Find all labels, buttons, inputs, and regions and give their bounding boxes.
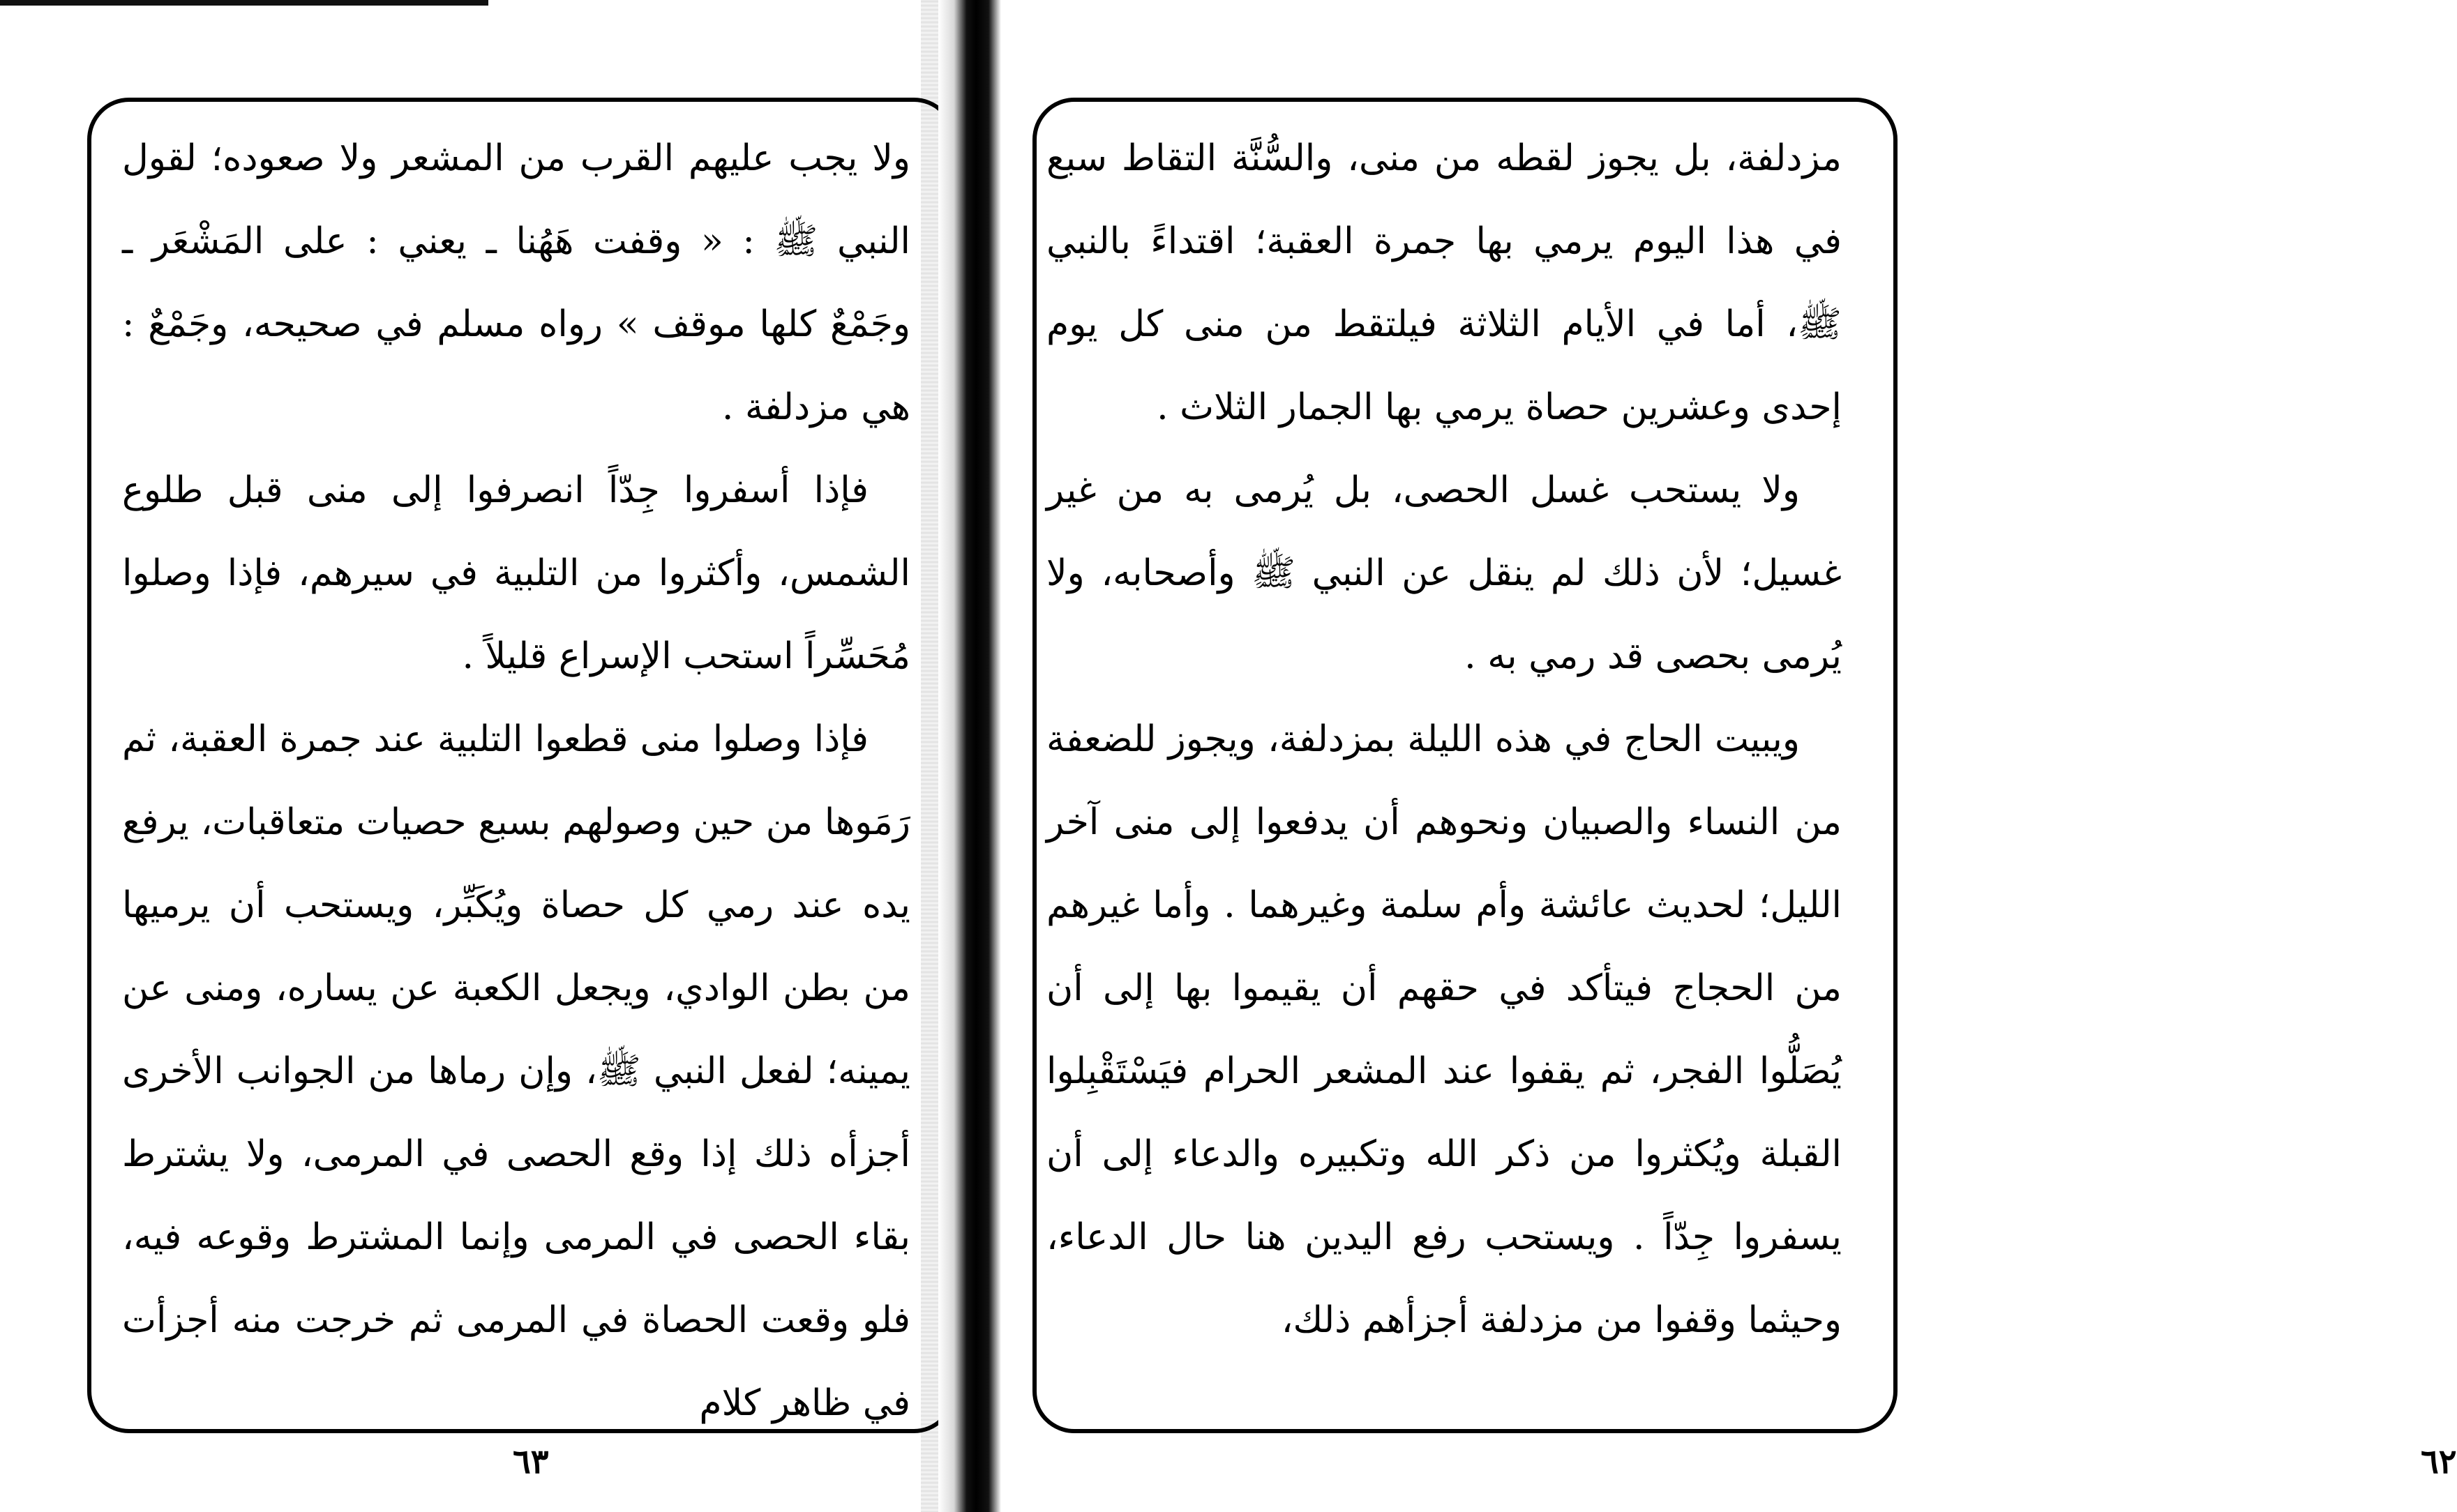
paragraph: ولا يستحب غسل الحصى، بل يُرمى به من غير غسيل؛ لأن ذلك لم ينقل عن النبي ﷺ وأصحابه، ولا يُرمى بحصى قد رمي به .: [1046, 469, 1842, 677]
paragraph: فإذا وصلوا منى قطعوا التلبية عند جمرة العقبة، ثم رَمَوها من حين وصولهم بسبع حصيات متعاقبات، يرفع يده عند رمي كل حصاة ويُكَبِّر، ويستحب أن يرميها من بطن الوادي، ويجعل الكعبة عن يساره، ومنى عن يمينه؛ لفعل النبي ﷺ، وإن رماها من الجوانب الأخرى أجزأه ذلك إذا وقع الحصى في المرمى، ولا يشترط بقاء الحصى في المرمى وإنما المشترط وقوعه فيه، فلو وقعت الحصاة في المرمى ثم خرجت منه أجزأت في ظاهر كلام: [122, 718, 910, 1424]
page-body: [122, 117, 910, 1445]
paragraph: ولا يجب عليهم القرب من المشعر ولا صعوده؛ لقول النبي ﷺ : « وقفت هَهُنا ـ يعني : على المَشْعَر ـ وجَمْعٌ كلها موقف » رواه مسلم في صحيحه، وجَمْعٌ : هي مزدلفة .: [122, 137, 910, 428]
paragraph: ويبيت الحاج في هذه الليلة بمزدلفة، ويجوز للضعفة من النساء والصبيان ونحوهم أن يدفعوا إلى منى آخر الليل؛ لحديث عائشة وأم سلمة وغيرهما . وأما غيرهم من الحجاج فيتأكد في حقهم أن يقيموا بها إلى أن يُصَلُّوا الفجر، ثم يقفوا عند المشعر الحرام فيَسْتَقْبِلوا القبلة ويُكثروا من ذكر الله وتكبيره والدعاء إلى أن يسفروا جِدّاً . ويستحب رفع اليدين هنا حال الدعاء، وحيثما وقفوا من مزدلفة أجزأهم ذلك،: [1046, 718, 1842, 1341]
page-body: [1046, 117, 1842, 1362]
page-number: ٦٣: [513, 1442, 549, 1481]
left-page: [0, 0, 956, 1512]
paragraph: مزدلفة، بل يجوز لقطه من منى، والسُّنَّة التقاط سبع في هذا اليوم يرمي بها جمرة العقبة؛ اقتداءً بالنبي ﷺ، أما في الأيام الثلاثة فيلتقط من منى كل يوم إحدى وعشرين حصاة يرمي بها الجمار الثلاث .: [1046, 137, 1842, 428]
paragraph: فإذا أسفروا جِدّاً انصرفوا إلى منى قبل طلوع الشمس، وأكثروا من التلبية في سيرهم، فإذا وصلوا مُحَسِّراً استحب الإسراع قليلاً .: [122, 469, 910, 677]
page-number: ٦٢: [2421, 1442, 2457, 1481]
